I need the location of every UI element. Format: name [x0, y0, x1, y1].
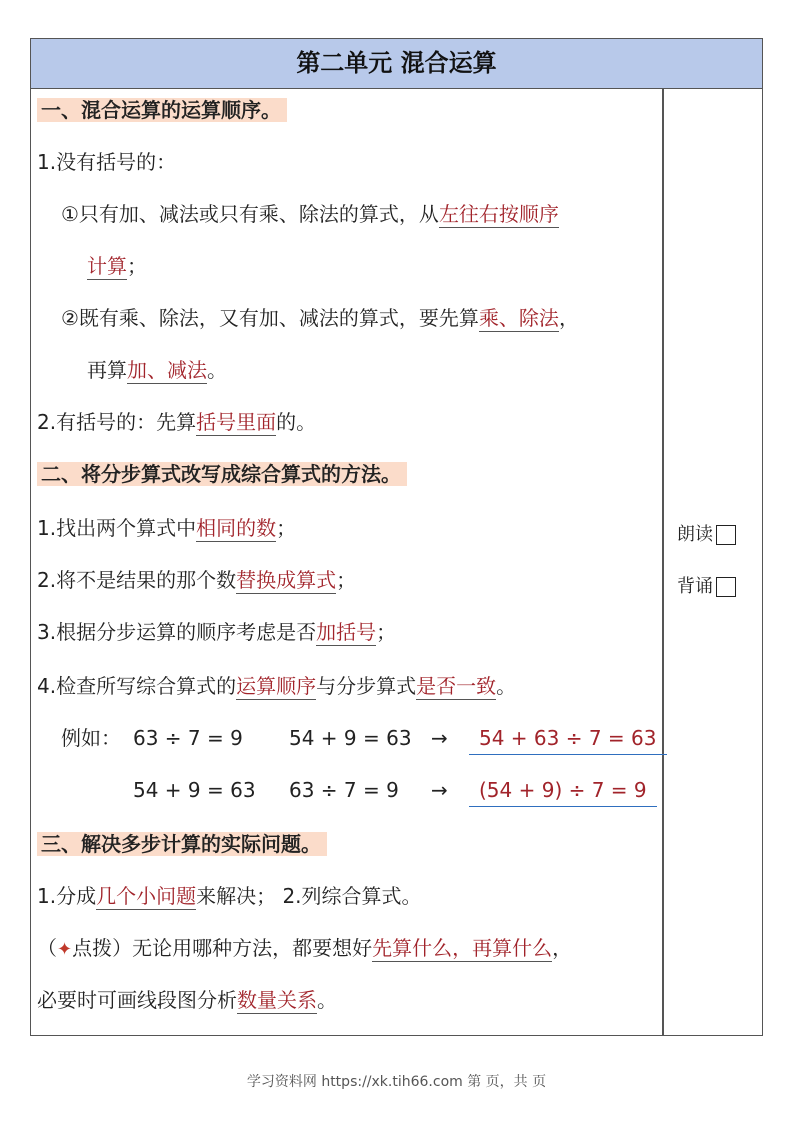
read-checkbox[interactable]: [716, 525, 736, 545]
content-frame: [30, 38, 763, 1036]
sparkle-icon: ✦: [57, 939, 73, 960]
section2-heading: 二、将分步算式改写成综合算式的方法。: [37, 459, 407, 489]
example2-step1: 54 + 9 = 63: [133, 778, 256, 802]
arrow-icon: →: [431, 778, 448, 802]
s3-line3: 必要时可画线段图分析数量关系。: [37, 988, 337, 1012]
s2-line4: 4.检查所写综合算式的运算顺序与分步算式是否一致。: [37, 674, 517, 698]
arrow-icon: →: [431, 726, 448, 750]
example1-step2: 54 + 9 = 63: [289, 726, 412, 750]
example1-answer: 54 + 63 ÷ 7 = 63: [469, 723, 667, 755]
example-label: 例如：: [61, 726, 121, 750]
s1-line1: 1.没有括号的：: [37, 150, 177, 174]
s3-line1: 1.分成几个小问题来解决； 2.列综合算式。: [37, 884, 422, 908]
s1-line4: ②既有乘、除法，又有加、减法的算式，要先算乘、除法，: [61, 306, 579, 330]
s1-line3: 计算；: [87, 254, 147, 278]
s2-line1: 1.找出两个算式中相同的数；: [37, 516, 297, 540]
s1-line6: 2.有括号的：先算括号里面的。: [37, 410, 317, 434]
example1-step1: 63 ÷ 7 = 9: [133, 726, 243, 750]
s2-line3: 3.根据分步运算的顺序考虑是否加括号；: [37, 620, 397, 644]
s1-line2: ①只有加、减法或只有乘、除法的算式，从左往右按顺序: [61, 202, 559, 226]
s1-line5: 再算加、减法。: [87, 358, 227, 382]
example2-answer: (54 + 9) ÷ 7 = 9: [469, 775, 657, 807]
page-footer: 学习资料网 https://xk.tih66.com 第 页，共 页: [246, 1074, 547, 1090]
section3-heading: 三、解决多步计算的实际问题。: [37, 829, 327, 859]
section1-heading: 一、混合运算的运算顺序。: [37, 95, 287, 125]
recite-checkbox[interactable]: [716, 577, 736, 597]
example2-step2: 63 ÷ 7 = 9: [289, 778, 399, 802]
read-aloud-check: 朗读: [677, 520, 736, 546]
s3-line2: （✦点拨）无论用哪种方法，都要想好先算什么，再算什么，: [37, 936, 573, 960]
unit-title: 第二单元 混合运算: [31, 39, 762, 89]
recite-check: 背诵: [677, 572, 736, 598]
column-divider: [662, 89, 664, 1035]
s2-line2: 2.将不是结果的那个数替换成算式；: [37, 568, 357, 592]
